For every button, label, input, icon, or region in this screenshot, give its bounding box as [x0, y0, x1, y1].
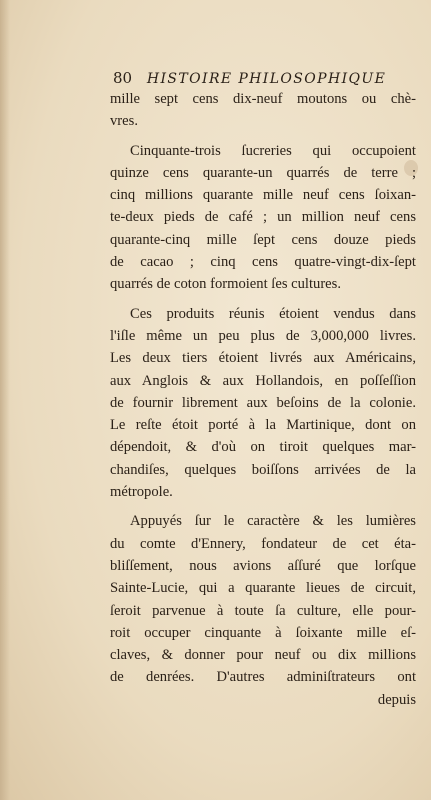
text-line: de fournir librement aux beſoins de la colonie.: [110, 394, 416, 411]
text-line: Le reſte étoit porté à la Martinique, dont on: [110, 417, 416, 434]
text-line: aux Anglois & aux Hollandois, en poſſeſſion: [110, 372, 416, 389]
text-line: Ces produits réunis étoient vendus dans: [130, 305, 416, 322]
running-header: [113, 68, 413, 89]
text-line: Sainte-Lucie, qui a quarante lieues de circuit,: [110, 580, 416, 597]
paragraph: [110, 510, 416, 688]
catchword: depuis: [377, 691, 416, 708]
paragraph: [110, 140, 416, 296]
text-line: roit occuper cinquante à ſoixante mille eſ-: [110, 624, 416, 641]
text-line: quinze cens quarante-un quarrés de terre ;: [110, 164, 416, 181]
text-line: claves, & donner pour neuf ou dix millions: [110, 647, 416, 664]
paragraph: [110, 303, 416, 504]
text-line: dépendoit, & d'où on tiroit quelques mar-: [110, 439, 416, 456]
paragraph: [110, 88, 416, 133]
text-line: Cinquante-trois ſucreries qui occupoient: [130, 142, 416, 159]
running-title: HISTOIRE PHILOSOPHIQUE: [146, 71, 387, 87]
text-line: bliſſement, nous avions aſſuré que lorſque: [110, 557, 416, 574]
text-line: du comte d'Ennery, fondateur de cet éta-: [110, 535, 416, 552]
text-line: l'iſle même un peu plus de 3,000,000 livres.: [110, 327, 416, 344]
text-line: te-deux pieds de café ; un million neuf cens: [110, 209, 416, 226]
text-line: cinq millions quarante mille neuf cens ſoixan-: [110, 187, 416, 204]
text-line: Appuyés ſur le caractère & les lumières: [130, 513, 416, 530]
text-line: ſeroit parvenue à toute ſa culture, elle pour-: [110, 602, 416, 619]
text-line: mille sept cens dix-neuf moutons ou chè-: [110, 91, 416, 107]
text-line: métropole.: [110, 484, 173, 501]
body-text: [110, 88, 416, 711]
text-line: quarante-cinq mille ſept cens douze pieds: [110, 231, 416, 248]
text-line: chandiſes, quelques boiſſons arrivées de la: [110, 461, 416, 478]
text-line: quarrés de coton formoient ſes cultures.: [110, 276, 341, 293]
page-spine-shadow: [0, 0, 10, 800]
text-line: de cacao ; cinq cens quatre-vingt-dix-ſept: [110, 254, 416, 271]
text-line: vres.: [110, 113, 138, 130]
text-line: de denrées. D'autres adminiſtrateurs ont: [110, 669, 416, 686]
page-number: 80: [113, 69, 133, 87]
text-line: Les deux tiers étoient livrés aux Américains,: [110, 350, 416, 367]
